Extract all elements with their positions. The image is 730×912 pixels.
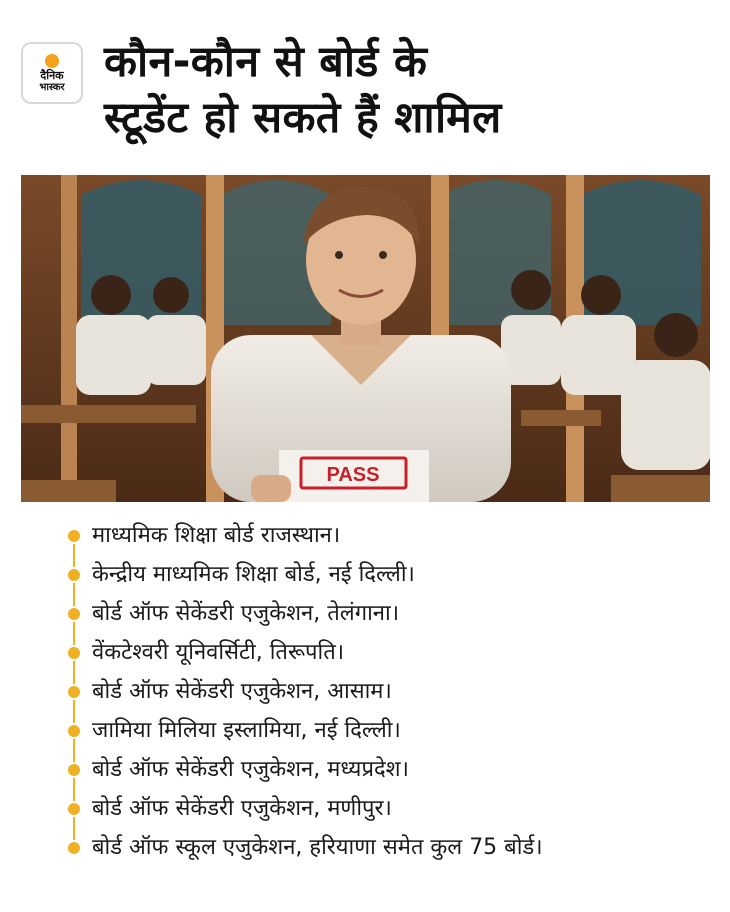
brand-logo [21,42,83,104]
list-item [62,789,722,828]
board-name: बोर्ड ऑफ सेकेंडरी एजुकेशन, मणीपुर। [92,796,392,821]
brand-line-2: भास्कर [39,81,65,93]
pass-sign-text: PASS [326,464,380,486]
board-name: जामिया मिलिया इस्लामिया, नई दिल्ली। [92,718,401,743]
brand-line-1: दैनिक [40,68,64,82]
list-item [62,750,722,789]
bullet-dot-icon [66,684,82,700]
board-name: बोर्ड ऑफ सेकेंडरी एजुकेशन, मध्यप्रदेश। [92,757,409,782]
list-item [62,555,722,594]
list-item [62,672,722,711]
bullet-dot-icon [66,723,82,739]
bullet-dot-icon [66,762,82,778]
sun-icon [45,54,59,68]
headline [104,34,714,146]
headline-line-2: स्टूडेंट हो सकते हैं शामिल [104,93,502,143]
board-name: बोर्ड ऑफ सेकेंडरी एजुकेशन, आसाम। [92,679,392,704]
classroom-photo [21,175,710,502]
headline-line-1: कौन-कौन से बोर्ड के [104,37,428,87]
board-name: वेंकटेश्वरी यूनिवर्सिटी, तिरूपति। [92,640,345,665]
list-item [62,594,722,633]
bullet-dot-icon [66,567,82,583]
bullet-dot-icon [66,606,82,622]
bullet-dot-icon [66,645,82,661]
classroom-illustration [21,175,710,502]
list-item [62,633,722,672]
list-item [62,516,722,555]
bullet-dot-icon [66,840,82,856]
board-name: केन्द्रीय माध्यमिक शिक्षा बोर्ड, नई दिल्ली। [92,562,415,587]
board-name: बोर्ड ऑफ सेकेंडरी एजुकेशन, तेलंगाना। [92,601,400,626]
bullet-dot-icon [66,528,82,544]
bullet-dot-icon [66,801,82,817]
list-item [62,828,722,867]
list-item [62,711,722,750]
board-list [62,516,722,867]
board-name: माध्यमिक शिक्षा बोर्ड राजस्थान। [92,523,341,548]
board-name: बोर्ड ऑफ स्कूल एजुकेशन, हरियाणा समेत कुल 75 बोर्ड। [92,835,543,860]
